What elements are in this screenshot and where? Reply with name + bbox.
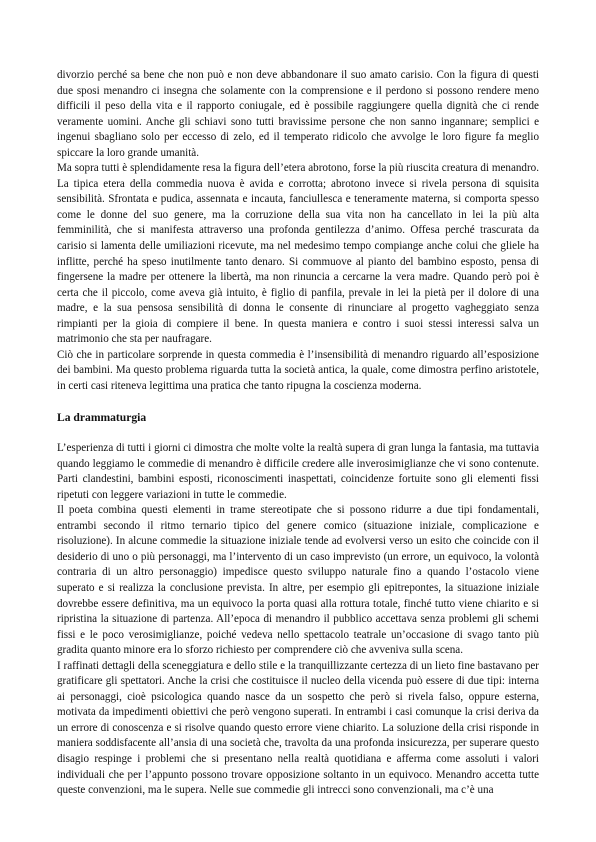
body-paragraph: I raffinati dettagli della sceneggiatura e dello stile e la tranquillizzante certezza di un lieto fine bastavano per gratificare gli spettatori. Anche la crisi che costituisce il nucleo della vicenda può essere di due tipi: interna ai personaggi, cioè psicologica quando nasce da un sospetto che però si rivela falso, oppure esterna, motivata da impedimenti obiettivi che però vengono superati. In entrambi i casi comunque la crisi deriva da un errore di conoscenza e si risolve quando questo errore viene chiarito. La soluzione della crisi risponde in maniera soddisfacente all’ansia di una società che, travolta da una profonda insicurezza, per superare questo disagio respinge i problemi che si presentano nella realtà quotidiana e afferma come assoluti i valori individuali che per l’appunto possono trovare opposizione soltanto in un equivoco. Menandro accetta tutte queste convenzioni, ma le supera. Nelle sue commedie gli intrecci sono convenzionali, ma c’è una <box>57 659 539 797</box>
spacer <box>57 394 539 410</box>
spacer <box>57 426 539 442</box>
body-paragraph: L’esperienza di tutti i giorni ci dimostra che molte volte la realtà supera di gran lunga la fantasia, ma tuttavia quando leggiamo le commedie di menandro è difficile credere alle inverosimiglianze che vi sono contenute. Parti clandestini, bambini esposti, riconoscimenti inaspettati, coincidenze fortuite sono gli elementi fissi ripetuti con leggere variazioni in tutte le commedie. <box>57 442 539 501</box>
body-paragraph: Il poeta combina questi elementi in trame stereotipate che si possono ridurre a due tipi fondamentali, entrambi secondo il ritmo ternario tipico del genere comico (situazione iniziale, complicazione e risoluzione). In alcune commedie la situazione iniziale tende ad evolversi verso un esito che coincide con il desiderio di uno o più personaggi, ma l’intervento di un caso imprevisto (un errore, un equivoco, la volontà contraria di un altro personaggio) impedisce questo sviluppo naturale fino a quando l’ostacolo viene superato e si realizza la conclusione prevista. In altre, per esempio gli epitrepontes, la situazione iniziale dovrebbe essere definitiva, ma un equivoco la porta quasi alla rottura totale, finché tutto viene chiarito e si ripristina la situazione di partenza. All’epoca di menandro il pubblico accettava senza problemi gli schemi fissi e le poco verosimiglianze, poiché vedeva nello spettacolo teatrale un’occasione di svago tanto più gradita quanto minore era lo sforzo richiesto per comprendere ciò che avveniva sulla scena. <box>57 504 539 657</box>
document-page <box>57 68 539 799</box>
section-heading: La drammaturgia <box>57 410 147 424</box>
body-paragraph: divorzio perché sa bene che non può e non deve abbandonare il suo amato carisio. Con la figura di questi due sposi menandro ci insegna che solamente con la comprensione e il perdono si possono rendere meno difficili il peso della vita e il rapporto coniugale, ed è possibile raggiungere quella dignità che ci rende veramente uomini. Anche gli schiavi sono tutti bravissime persone che non sanno ingannare; semplici e ingenui sbagliano solo per eccesso di zelo, ed il temperato ridicolo che avvolge le loro figure fa meglio spiccare la loro grande umanità. <box>57 69 539 159</box>
body-paragraph: Ciò che in particolare sorprende in questa commedia è l’insensibilità di menandro riguardo all’esposizione dei bambini. Ma questo problema riguarda tutta la società antica, la quale, come dimostra perfino aristotele, in certi casi riteneva legittima una pratica che tanto ripugna la coscienza moderna. <box>57 348 539 392</box>
body-paragraph: Ma sopra tutti è splendidamente resa la figura dell’etera abrotono, forse la più riuscita creatura di menandro. La tipica etera della commedia nuova è avida e corrotta; abrotono invece si rivela persona di squisita sensibilità. Sfrontata e pudica, assennata e incauta, fanciullesca e teneramente materna, si comporta spesso come le donne del suo genere, ma la corruzione della sua vita non ha cancellato in lei la più alta femminilità, che si manifesta attraverso una profonda gentilezza d’animo. Offesa perché trascurata da carisio si lamenta delle umiliazioni ricevute, ma nel medesimo tempo compiange anche colui che gliele ha inflitte, perché ha speso inutilmente tanto denaro. Si commuove al pianto del bambino esposto, pensa di fingersene la madre per ottenere la libertà, ma non rinuncia a cercarne la vera madre. Quando però poi è certa che il piccolo, come aveva già intuito, è figlio di panfila, prevale in lei la pietà per il dolore di una madre, e la sua pensosa sensibilità di donna le consente di rinunciare al progetto vagheggiato senza rimpianti per la gioia di compiere il bene. In questa maniera e contro i suoi stessi interessi salva un matrimonio che sta per naufragare. <box>57 162 539 346</box>
